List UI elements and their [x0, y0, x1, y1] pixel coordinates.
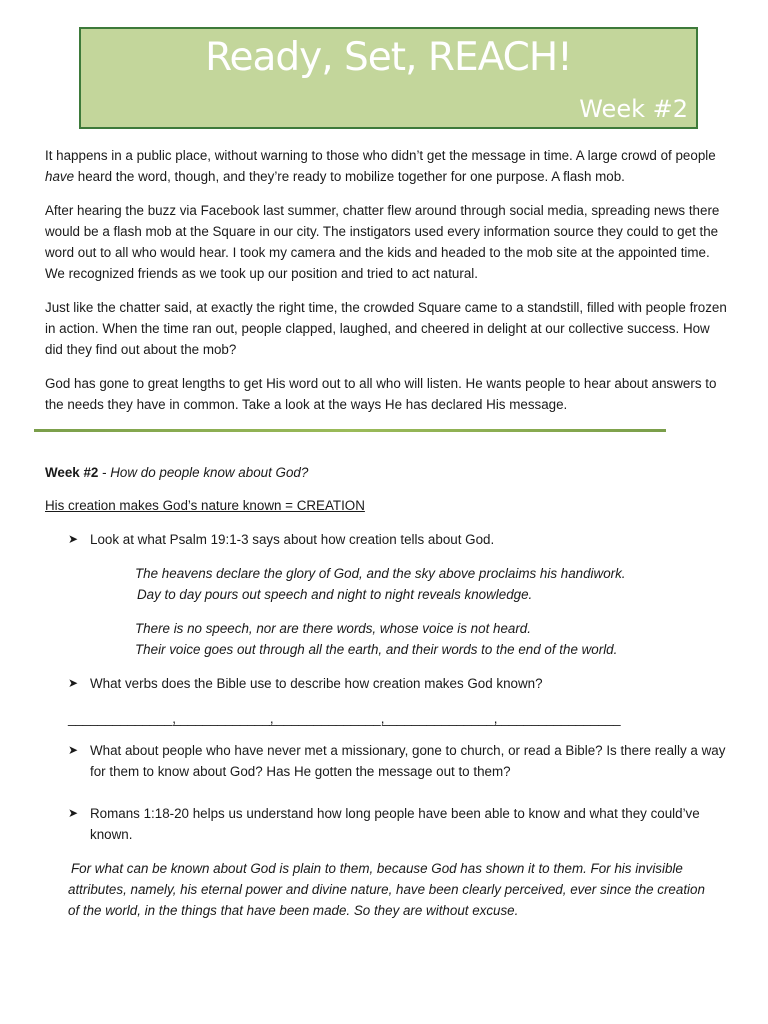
week-label: Week #2	[45, 465, 99, 480]
bullet-text: Romans 1:18-20 helps us understand how long people have been able to know and what they could’ve known.	[90, 806, 700, 842]
week-dash: -	[98, 465, 111, 480]
intro-paragraph-3: Just like the chatter said, at exactly the right time, the crowded Square came to a standstill, filled with people frozen in action. When the time ran out, people clapped, laughed, and cheered in delight at our collective success. How did they find out about the mob?	[45, 300, 727, 357]
arrow-bullet-icon: ➤	[68, 532, 79, 546]
intro-paragraph-2: After hearing the buzz via Facebook last summer, chatter flew around through social media, spreading news there would be a flash mob at the Square in our city. The instigators used every information source they could to get the word out to all who would hear. I took my camera and the kids and headed to the mob site at the appointed time. We recognized friends as we took up our position and tried to act natural.	[45, 203, 720, 281]
answer-blank-4[interactable]: _______________,	[382, 711, 498, 726]
verse-line-3: There is no speech, nor are there words, whose voice is not heard.	[135, 621, 531, 636]
answer-blank-3[interactable]: _______________,	[269, 711, 385, 726]
verse-line-4: Their voice goes out through all the earth, and their words to the end of the world.	[135, 642, 618, 657]
title-banner	[79, 27, 698, 129]
week-question-line	[45, 462, 727, 483]
verse-line-1: The heavens declare the glory of God, and the sky above proclaims his handiwork.	[135, 566, 626, 581]
section-divider	[34, 429, 666, 432]
page-title: Ready, Set, REACH!	[205, 35, 572, 80]
arrow-bullet-icon: ➤	[68, 743, 79, 757]
week-subtitle: Week #2	[579, 95, 688, 123]
intro-text-1a: It happens in a public place, without warning to those who didn’t get the message in time. A large crowd of people	[45, 148, 716, 163]
arrow-bullet-icon: ➤	[68, 806, 79, 820]
verse-line-2: Day to day pours out speech and night to night reveals knowledge.	[137, 587, 533, 602]
arrow-bullet-icon: ➤	[68, 676, 79, 690]
week-question: How do people know about God?	[110, 465, 309, 480]
answer-blank-2[interactable]: _____________,	[173, 711, 274, 726]
bullet-text: Look at what Psalm 19:1-3 says about how creation tells about God.	[90, 532, 495, 547]
answer-blank-1[interactable]: ______________,	[68, 711, 176, 726]
section-heading: His creation makes God’s nature known = CREATION	[45, 498, 365, 513]
intro-emphasis: have	[45, 169, 75, 184]
bullet-text: What about people who have never met a missionary, gone to church, or read a Bible? Is there really a way for them to know about God? Has He gotten the message out to them?	[90, 743, 726, 779]
bullet-text: What verbs does the Bible use to describe how creation makes God known?	[90, 676, 543, 691]
intro-paragraph-4: God has gone to great lengths to get His word out to all who will listen. He wants people to hear about answers to the needs they have in common. Take a look at the ways He has declared His message.	[45, 376, 717, 412]
intro-text-1b: heard the word, though, and they’re ready to mobilize together for one purpose. A flash mob.	[77, 169, 625, 184]
intro-paragraph-1	[45, 145, 727, 187]
romans-verse: For what can be known about God is plain to them, because God has shown it to them. For his invisible attributes, namely, his eternal power and divine nature, have been clearly perceived, ever since the creation of the world, in the things that have been made. So they are without excuse.	[68, 861, 705, 918]
answer-blank-5[interactable]: _________________	[494, 711, 621, 726]
